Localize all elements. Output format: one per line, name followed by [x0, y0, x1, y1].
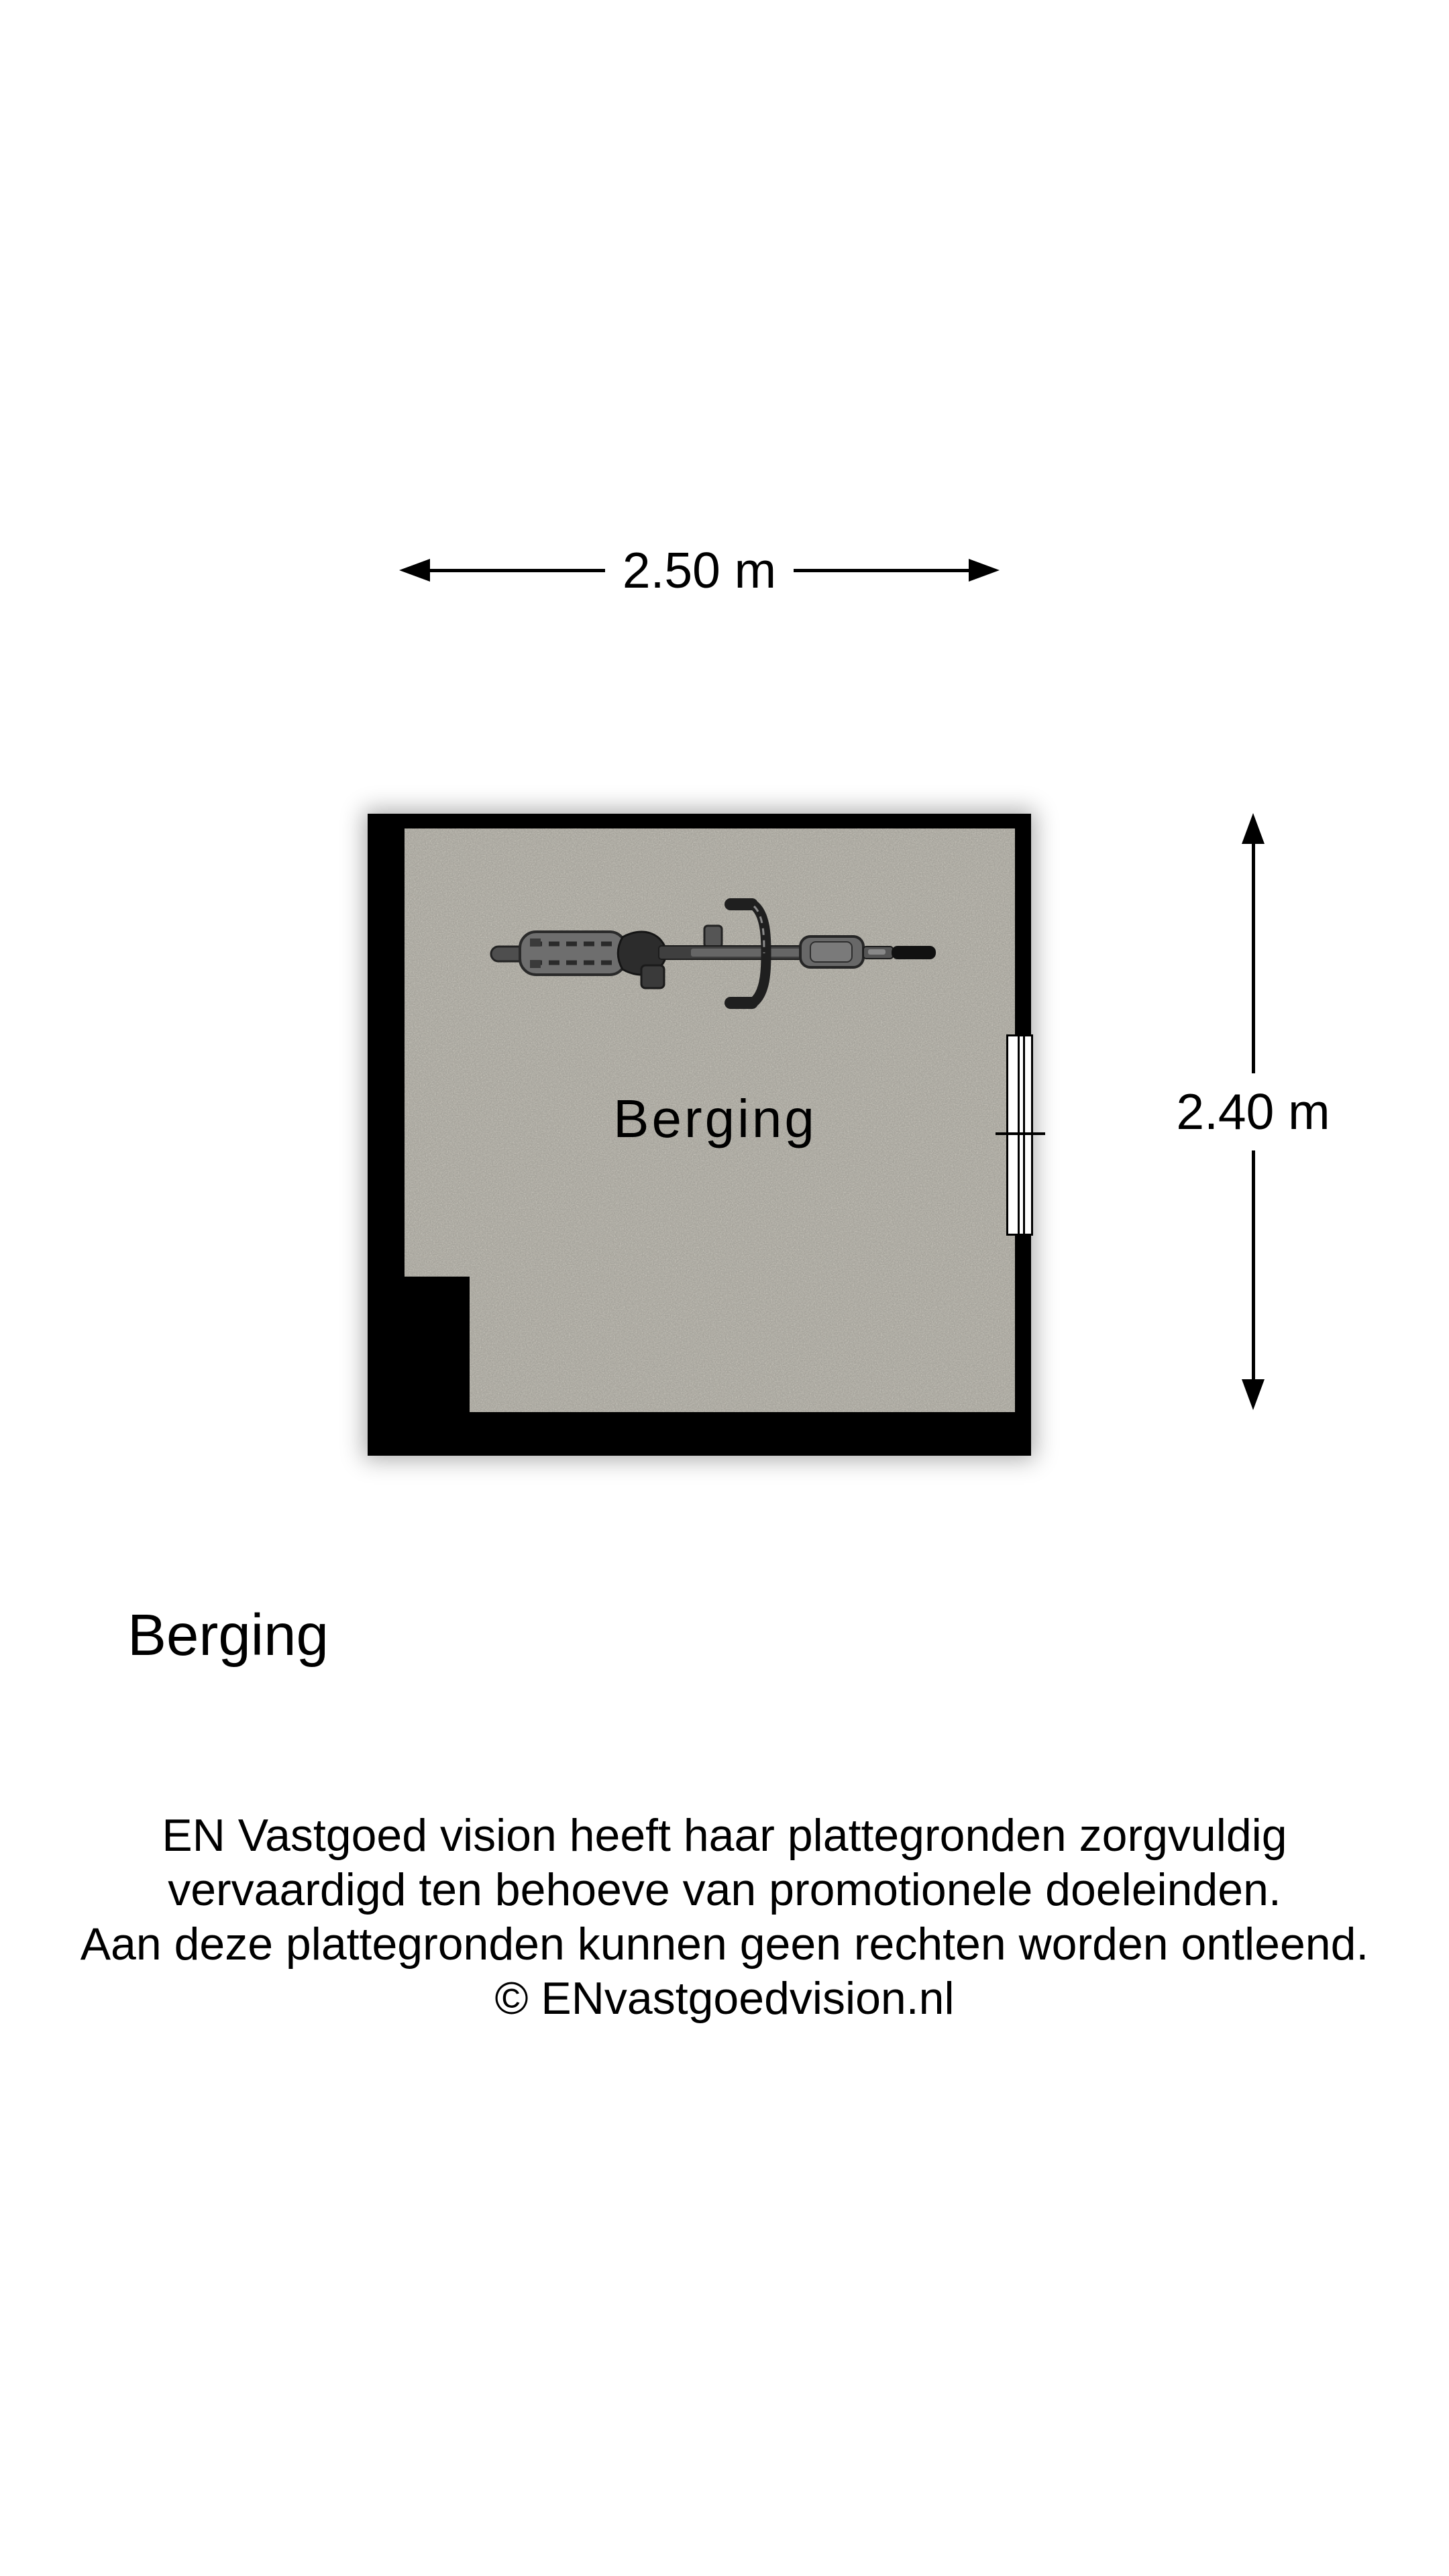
arrow-down-icon: [1242, 1379, 1265, 1410]
arrow-up-icon: [1242, 813, 1265, 844]
wall-notch: [401, 1277, 470, 1412]
dimension-line: [430, 569, 605, 572]
window-mullion: [1018, 1036, 1020, 1234]
width-dimension: [399, 541, 1000, 598]
room-label: Berging: [613, 1089, 817, 1148]
arrow-left-icon: [399, 559, 430, 582]
window: [1006, 1034, 1033, 1236]
bicycle-top-view-icon: [490, 898, 947, 1009]
disclaimer-line: EN Vastgoed vision heeft haar plattegronden zorgvuldig: [162, 1810, 1287, 1861]
disclaimer-line: vervaardigd ten behoeve van promotionele doeleinden.: [168, 1864, 1281, 1915]
arrow-right-icon: [969, 559, 1000, 582]
height-dimension: [1176, 813, 1330, 1410]
height-dimension-label: 2.40 m: [1176, 1083, 1330, 1140]
window-mullion: [1023, 1036, 1025, 1234]
dimension-line: [1252, 1150, 1255, 1380]
dimension-line: [1252, 844, 1255, 1073]
disclaimer-line: © ENvastgoedvision.nl: [494, 1973, 955, 2024]
dimension-line: [794, 569, 969, 572]
footer-title: Berging: [127, 1603, 329, 1668]
floor-plan: [368, 814, 1031, 1456]
disclaimer-line: Aan deze plattegronden kunnen geen rechten worden ontleend.: [80, 1919, 1369, 1970]
window-tick: [996, 1132, 1045, 1135]
width-dimension-label: 2.50 m: [622, 541, 777, 598]
disclaimer: [0, 1809, 1449, 2026]
